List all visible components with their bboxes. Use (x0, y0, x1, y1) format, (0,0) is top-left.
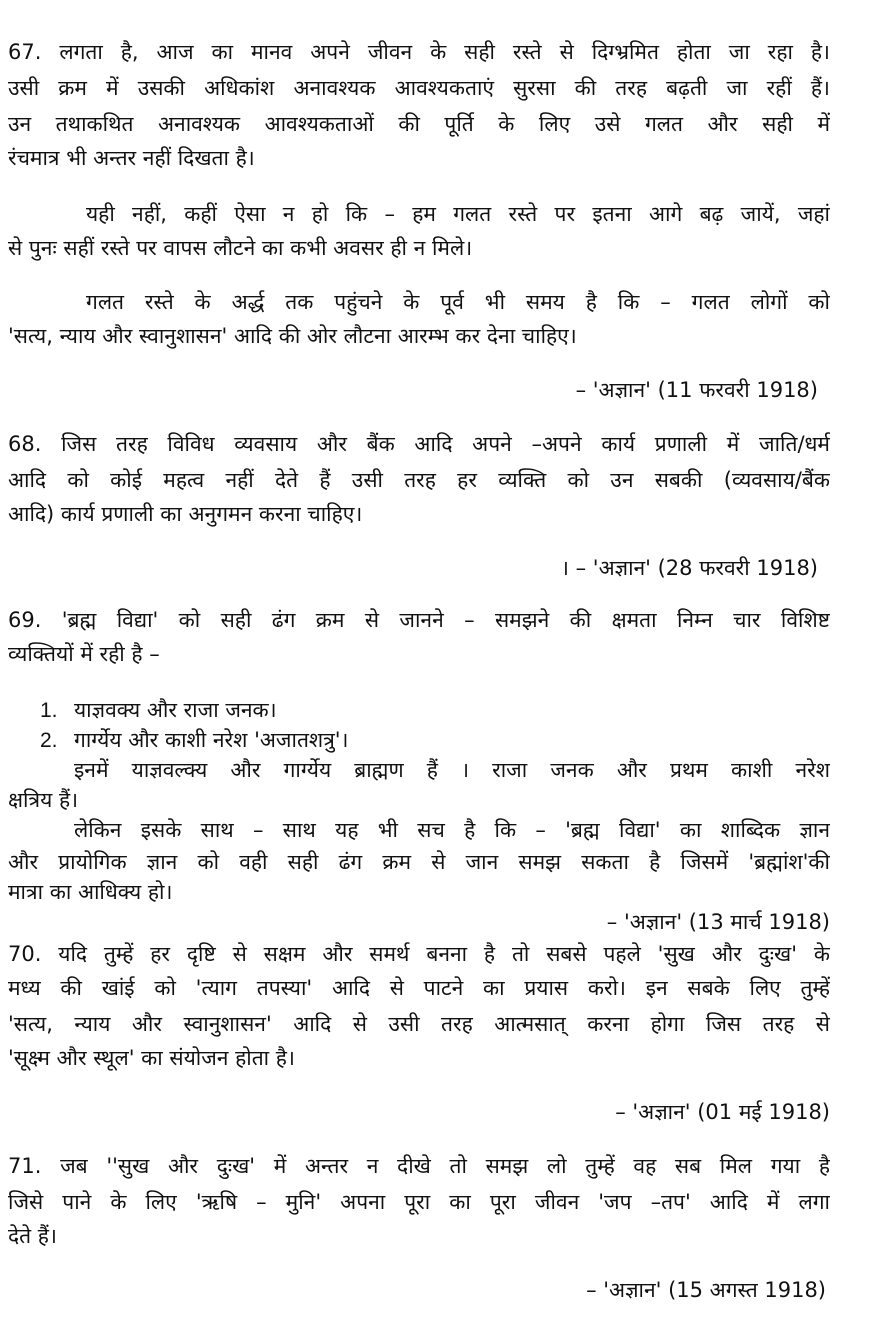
para-71-signature: – 'अज्ञान' (15 अगस्त 1918) (586, 1278, 826, 1302)
para-70-line-4: 'सूक्ष्म और स्थूल' का संयोजन होता है। (8, 1046, 295, 1070)
list-item-2 (40, 724, 460, 757)
para-68-line-3: आदि) कार्य प्रणाली का अनुगमन करना चाहिए। (8, 502, 363, 526)
para-70-line-1: 70. यदि तुम्हें हर दृष्टि से सक्षम और समर्थ बनना है तो सबसे पहले 'सुख और दुःख' के (8, 942, 830, 966)
para-67-signature: – 'अज्ञान' (11 फरवरी 1918) (575, 378, 818, 402)
para-68-signature: । – 'अज्ञान' (28 फरवरी 1918) (560, 556, 818, 580)
para-67-line-1: 67. लगता है, आज का मानव अपने जीवन के सही रस्ते से दिग्भ्रमित होता जा रहा है। (8, 40, 830, 64)
list-item-1-number: 1. (40, 699, 58, 722)
para-67-line-3: उन तथाकथित अनावश्यक आवश्यकताओं की पूर्ति के लिए उसे गलत और सही में (8, 112, 830, 136)
para-69-line-1: 69. 'ब्रह्म विद्या' को सही ढंग क्रम से जानने – समझने की क्षमता निम्न चार विशिष्ट (8, 608, 830, 632)
list-item-1 (40, 694, 460, 727)
para-69-sub2-line-2: और प्रायोगिक ज्ञान को वही सही ढंग क्रम से जान समझ सकता है जिसमें 'ब्रह्मांश'की (8, 850, 830, 874)
para-69-signature: – 'अज्ञान' (13 मार्च 1918) (606, 910, 830, 934)
para-70-signature: – 'अज्ञान' (01 मई 1918) (615, 1100, 830, 1124)
para-68-line-1: 68. जिस तरह विविध व्यवसाय और बैंक आदि अपने –अपने कार्य प्रणाली में जाति/धर्म (8, 432, 830, 456)
para-69-line-2: व्यक्तियों में रही है – (8, 642, 160, 666)
para-71-line-1: 71. जब ''सुख और दुःख' में अन्तर न दीखे तो समझ लो तुम्हें वह सब मिल गया है (8, 1154, 830, 1178)
list-item-1-text: याज्ञवक्य और राजा जनक। (74, 698, 277, 722)
para-70-line-2: मध्य की खांई को 'त्याग तपस्या' आदि से पाटने का प्रयास करो। इन सबके लिए तुम्हें (8, 976, 830, 1000)
para-69-sub2-line-1: लेकिन इसके साथ – साथ यह भी सच है कि – 'ब्रह्म विद्या' का शाब्दिक ज्ञान (74, 818, 830, 842)
list-item-2-number: 2. (40, 729, 58, 752)
para-71-line-3: देते हैं। (8, 1224, 57, 1248)
para-67-line-4: रंचमात्र भी अन्तर नहीं दिखता है। (8, 146, 255, 170)
para-67-line-2: उसी क्रम में उसकी अधिकांश अनावश्यक आवश्यकताएं सुरसा की तरह बढ़ती जा रहीं हैं। (8, 76, 830, 100)
para-71-line-2: जिसे पाने के लिए 'ऋषि – मुनि' अपना पूरा का पूरा जीवन 'जप –तप' आदि में लगा (8, 1190, 830, 1214)
para-67-sub1-line-1: यही नहीं, कहीं ऐसा न हो कि – हम गलत रस्ते पर इतना आगे बढ़ जायें, जहां (86, 202, 830, 226)
para-67-sub2-line-2: 'सत्य, न्याय और स्वानुशासन' आदि की ओर लौटना आरम्भ कर देना चाहिए। (8, 324, 577, 348)
para-67-sub1-line-2: से पुनः सहीं रस्ते पर वापस लौटने का कभी अवसर ही न मिले। (8, 236, 473, 260)
para-67-sub2-line-1: गलत रस्ते के अर्द्ध तक पहुंचने के पूर्व भी समय है कि – गलत लोगों को (86, 290, 830, 314)
para-69-sub1-line-2: क्षत्रिय हैं। (8, 788, 79, 812)
para-68-line-2: आदि को कोई महत्व नहीं देते हैं उसी तरह हर व्यक्ति को उन सबकी (व्यवसाय/बैंक (8, 468, 830, 492)
para-69-sub1-line-1: इनमें याज्ञवल्क्य और गार्ग्येय ब्राह्मण हैं । राजा जनक और प्रथम काशी नरेश (74, 758, 830, 782)
para-70-line-3: 'सत्य, न्याय और स्वानुशासन' आदि से उसी तरह आत्मसात् करना होगा जिस तरह से (8, 1012, 830, 1036)
para-69-sub2-line-3: मात्रा का आधिक्य हो। (8, 880, 173, 904)
list-item-2-text: गार्ग्येय और काशी नरेश 'अजातशत्रु'। (74, 728, 349, 752)
